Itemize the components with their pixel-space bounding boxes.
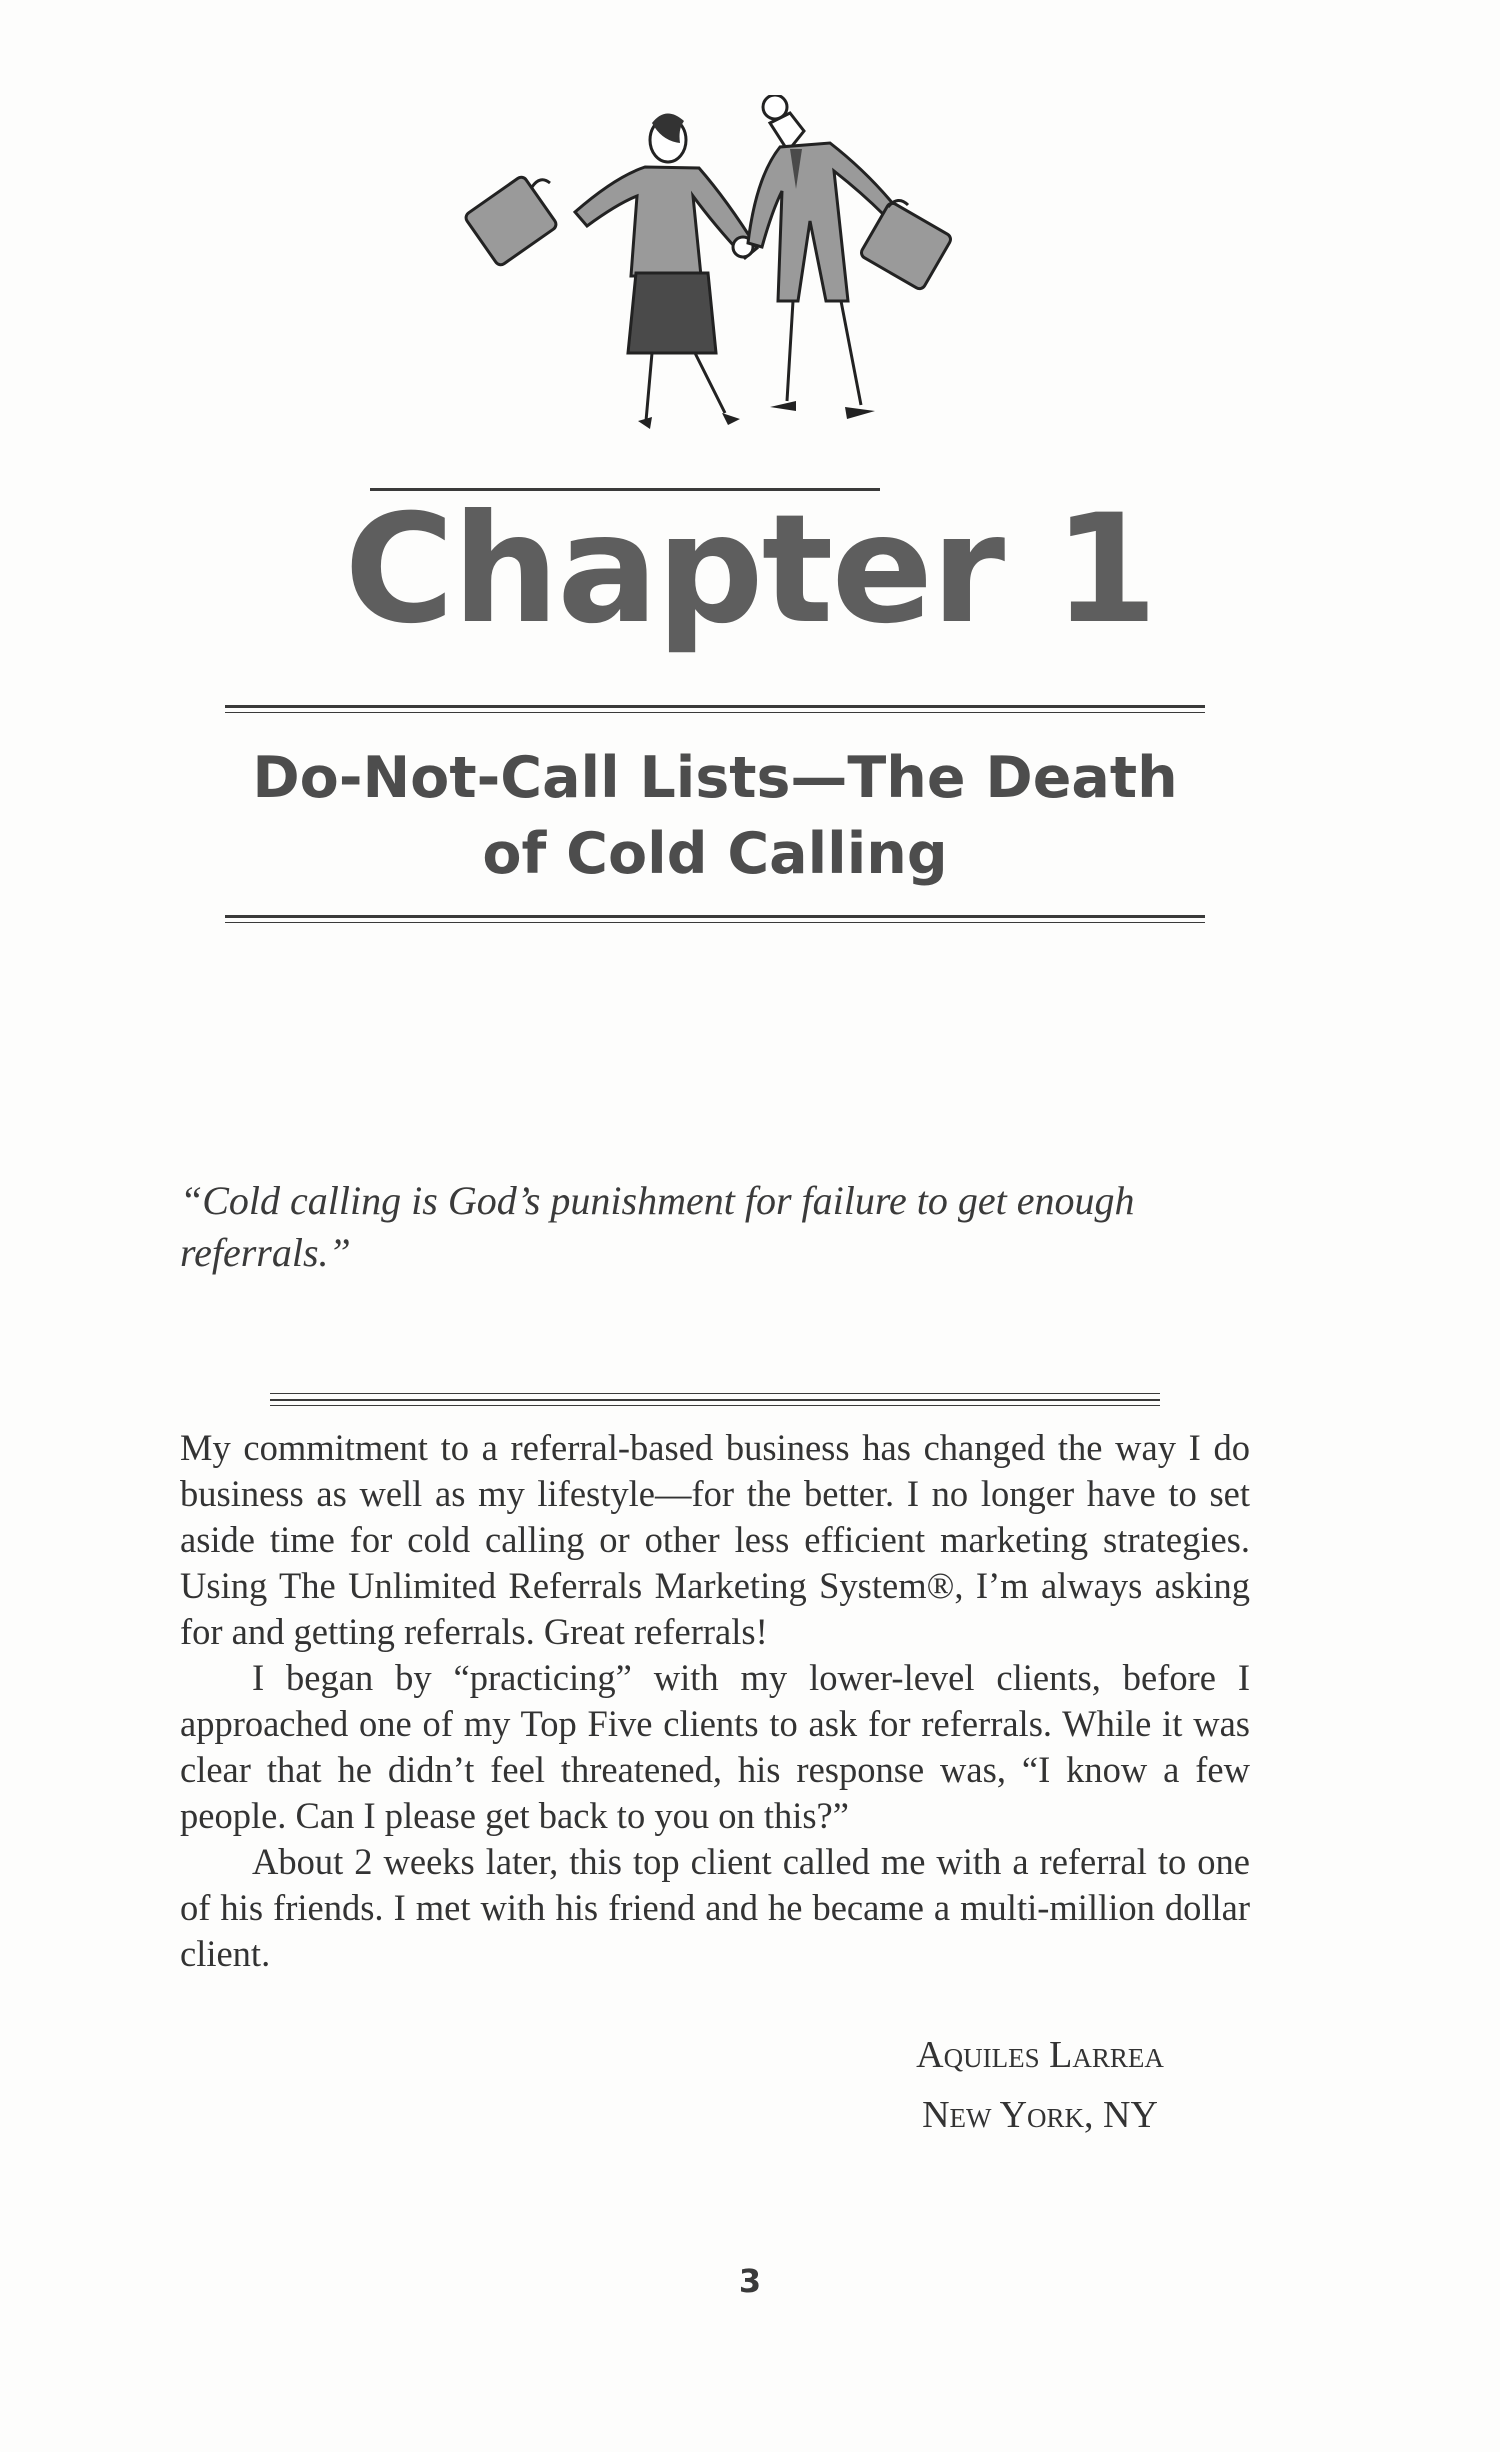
epigraph-quote: “Cold calling is God’s punishment for failure to get enough referrals.”	[180, 1178, 1135, 1275]
testimonial-body	[180, 1425, 1250, 1977]
chapter-heading: Chapter 1	[344, 483, 1156, 657]
divider-rule	[225, 915, 1205, 918]
divider-rule	[225, 922, 1205, 923]
divider-rule	[270, 1405, 1160, 1406]
body-paragraph: My commitment to a referral-based business has changed the way I do business as well as my lifestyle—for the better. I no longer have to set aside time for cold calling or other less efficient marketing strategies. Using The Unlimited Referrals Marketing System®, I’m always asking for and getting referrals. Great referrals!	[180, 1427, 1250, 1652]
businesswoman-figure	[575, 113, 757, 429]
right-briefcase-icon	[859, 200, 952, 290]
divider-rule	[270, 1399, 1160, 1401]
handshake-businesspeople-illustration	[440, 95, 980, 435]
divider-rule	[270, 1393, 1160, 1394]
attribution-location: New York, NY	[922, 2094, 1158, 2136]
divider-rule	[225, 705, 1205, 708]
attribution-name: Aquiles Larrea	[916, 2034, 1164, 2076]
chapter-title: Do-Not-Call Lists—The Death of Cold Calling	[252, 745, 1178, 887]
attribution	[860, 2025, 1220, 2145]
page-number: 3	[738, 2262, 762, 2300]
body-paragraph: I began by “practicing” with my lower-level clients, before I approached one of my Top Five clients to ask for referrals. While it was clear that he didn’t feel threatened, his response was, “I know a few people. Can I please get back to you on this?”	[180, 1657, 1250, 1836]
left-briefcase-icon	[464, 175, 559, 267]
divider-rule	[225, 712, 1205, 713]
body-paragraph: About 2 weeks later, this top client called me with a referral to one of his friends. I met with his friend and he became a multi-million dollar client.	[180, 1841, 1250, 1974]
